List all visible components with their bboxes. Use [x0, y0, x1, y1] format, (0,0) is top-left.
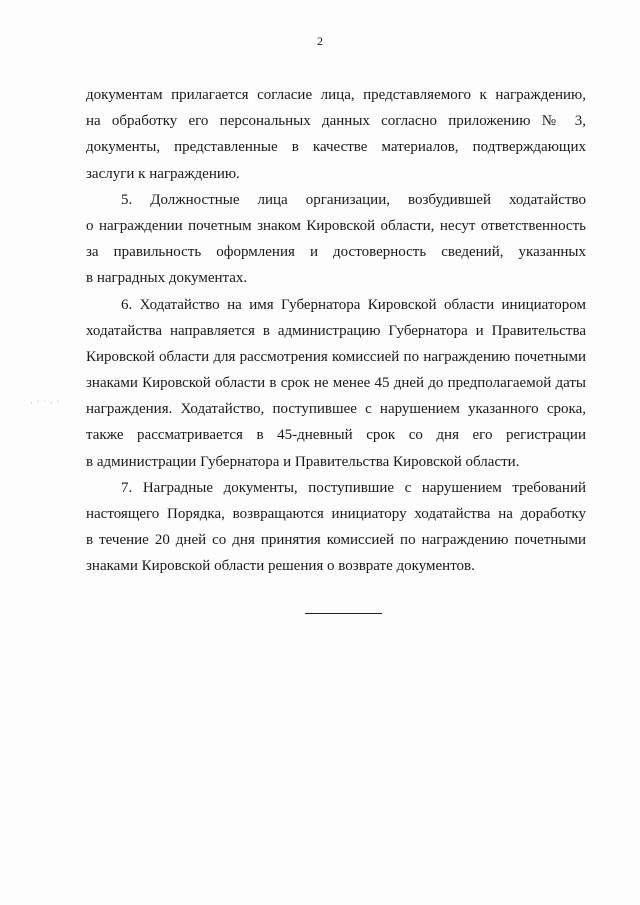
scan-artifact-marks: · ˙ ˙ · ˙	[30, 399, 61, 408]
text-line: 5. Должностные лица организации, возбудившей ходатайство	[121, 191, 586, 208]
text-line: 6. Ходатайство на имя Губернатора Кировской области инициатором	[121, 296, 586, 313]
paragraph-6	[86, 292, 586, 475]
text-line: в течение 20 дней со дня принятия комиссией по награждению почетными	[86, 532, 586, 549]
text-line: в наградных документах.	[86, 270, 248, 287]
text-line: настоящего Порядка, возвращаются инициатору ходатайства на доработку	[86, 506, 586, 522]
text-line: ходатайства направляется в администрацию Губернатора и Правительства	[86, 322, 586, 339]
text-line: Кировской области для рассмотрения комиссией по награждению почетными	[86, 348, 586, 365]
text-line: документы, представленные в качестве материалов, подтверждающих	[86, 139, 586, 156]
text-line: 7. Наградные документы, поступившие с нарушением требований	[121, 479, 586, 496]
paragraph-continuation	[86, 82, 586, 187]
text-line: на обработку его персональных данных согласно приложению № 3,	[86, 113, 586, 130]
text-line: о награждении почетным знаком Кировской области, несут ответственность	[86, 217, 586, 234]
end-separator-line	[305, 613, 382, 614]
paragraph-7	[86, 475, 586, 580]
text-line: заслуги к награждению.	[86, 165, 240, 182]
text-line: за правильность оформления и достоверность сведений, указанных	[86, 244, 586, 261]
text-line: награждения. Ходатайство, поступившее с нарушением указанного срока,	[86, 401, 586, 418]
document-body	[86, 82, 586, 580]
text-line: также рассматривается в 45-дневный срок со дня его регистрации	[86, 427, 586, 444]
text-line: знаками Кировской области решения о возврате документов.	[86, 558, 475, 575]
text-line: знаками Кировской области в срок не менее 45 дней до предполагаемой даты	[86, 375, 586, 392]
text-line: документам прилагается согласие лица, представляемого к награждению,	[86, 87, 586, 103]
text-line: в администрации Губернатора и Правительства Кировской области.	[86, 453, 520, 470]
page-number: 2	[317, 34, 323, 48]
paragraph-5	[86, 187, 586, 292]
